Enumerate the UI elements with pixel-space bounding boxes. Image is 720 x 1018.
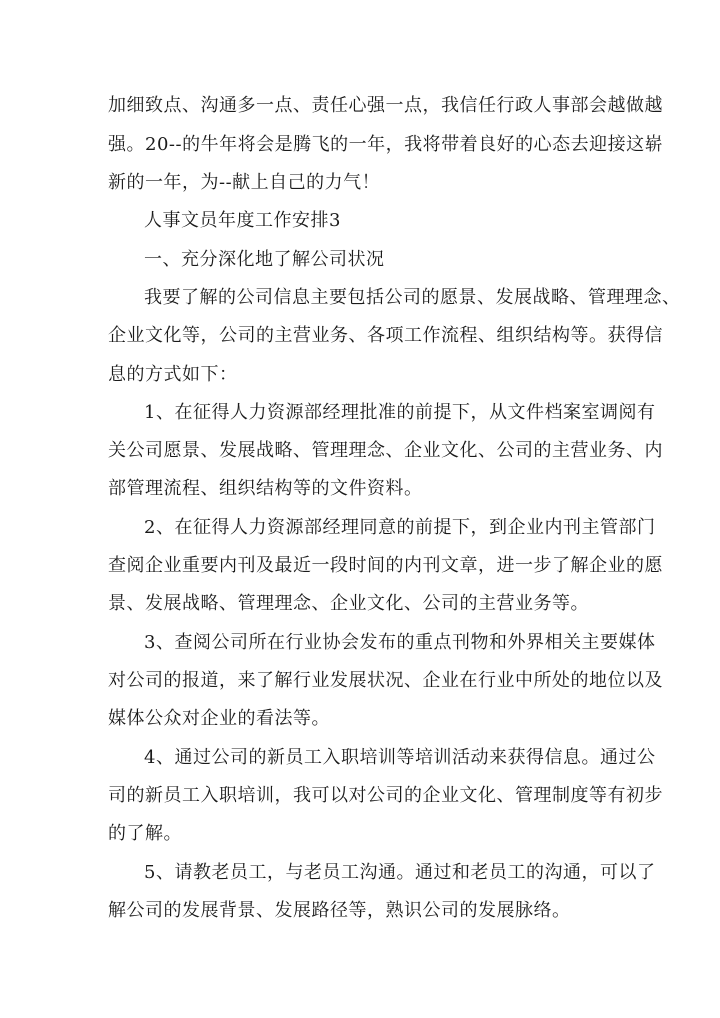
item-5-line-2: 解公司的发展背景、发展路径等，熟识公司的发展脉络。 — [108, 900, 571, 921]
item-4-line-3: 的了解。 — [108, 823, 182, 844]
item-1-line-3: 部管理流程、组织结构等的文件资料。 — [108, 478, 423, 499]
item-1-line-1: 1、在征得人力资源部经理批准的前提下，从文件档案室调阅有 — [144, 402, 656, 423]
paragraph-info-line-2: 企业文化等，公司的主营业务、各项工作流程、组织结构等。获得信 — [108, 325, 663, 346]
item-5-line-1: 5、请教老员工，与老员工沟通。通过和老员工的沟通，可以了 — [144, 862, 656, 883]
paragraph-intro-line-1: 加细致点、沟通多一点、责任心强一点，我信任行政人事部会越做越 — [108, 95, 663, 116]
item-3-line-3: 媒体公众对企业的看法等。 — [108, 708, 330, 729]
section-title: 人事文员年度工作安排3 — [144, 210, 341, 231]
item-1-line-2: 关公司愿景、发展战略、管理理念、企业文化、公司的主营业务、内 — [108, 440, 663, 461]
item-4-line-1: 4、通过公司的新员工入职培训等培训活动来获得信息。通过公 — [144, 747, 656, 768]
paragraph-intro-line-3: 新的一年，为--献上自己的力气！ — [108, 172, 381, 193]
paragraph-info-line-3: 息的方式如下： — [108, 364, 238, 385]
item-2-line-1: 2、在征得人力资源部经理同意的前提下，到企业内刊主管部门 — [144, 517, 656, 538]
item-4-line-2: 司的新员工入职培训，我可以对公司的企业文化、管理制度等有初步 — [108, 785, 663, 806]
paragraph-info-line-1: 我要了解的公司信息主要包括公司的愿景、发展战略、管理理念、 — [144, 287, 681, 308]
item-2-line-3: 景、发展战略、管理理念、企业文化、公司的主营业务等。 — [108, 593, 589, 614]
item-2-line-2: 查阅企业重要内刊及最近一段时间的内刊文章，进一步了解企业的愿 — [108, 555, 663, 576]
heading-understand-company: 一、充分深化地了解公司状况 — [144, 249, 385, 270]
item-3-line-1: 3、查阅公司所在行业协会发布的重点刊物和外界相关主要媒体 — [144, 632, 656, 653]
paragraph-intro-line-2: 强。20--的牛年将会是腾飞的一年，我将带着良好的心态去迎接这崭 — [108, 134, 664, 155]
item-3-line-2: 对公司的报道，来了解行业发展状况、企业在行业中所处的地位以及 — [108, 670, 663, 691]
